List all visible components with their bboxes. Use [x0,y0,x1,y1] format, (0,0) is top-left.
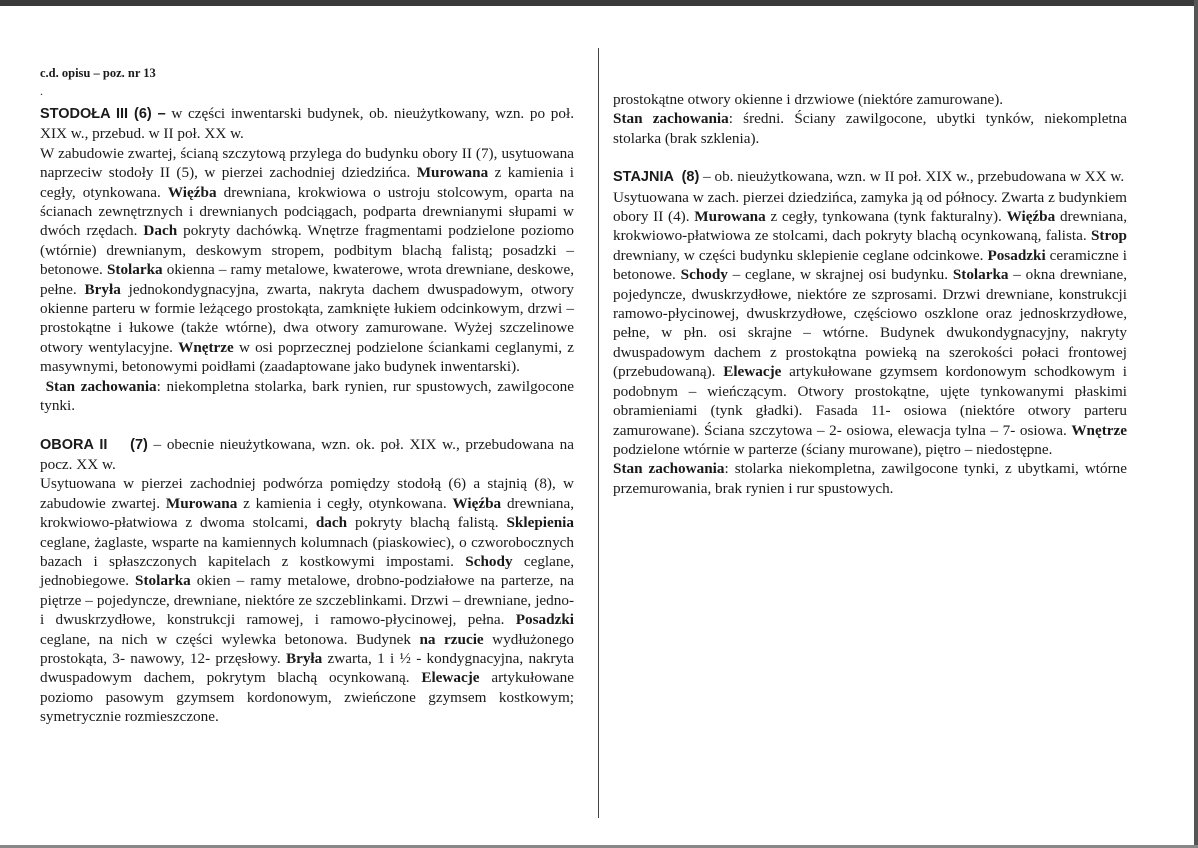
section-gap [40,416,574,435]
keyword-schody: Schody [680,266,728,284]
keyword-elewacje: Elewacje [421,669,480,687]
keyword-murowana: Murowana [165,494,238,512]
document-reference: c.d. opisu – poz. nr 13 [40,66,156,80]
obora-text: ceglane, żaglaste, wsparte na kamiennych kolumnach (piaskowiec), o czworobocznych bazach i spłaszczonych kapitelach z kostkowymi impostami. [40,533,574,570]
section-gap [613,148,1127,167]
keyword-murowana: Murowana [416,164,489,182]
obora-heading-paragraph [40,435,574,475]
obora-text: zwarta, 1 i ½ - kondygnacyjna, nakryta dwuspadowym dachem, pokrytym blachą ocynkowaną. [40,649,574,687]
keyword-strop: Strop [1090,227,1127,245]
stajnia-condition-text: : stolarka niekompletna, zawilgocone tynki, z ubytkami, wtórne przemurowania, brak rynien i rur spustowych. [613,460,1128,497]
stajnia-dating: – ob. nieużytkowana, wzn. w II poł. XIX w., przebudowana w XX w. [699,168,1125,186]
keyword-stolarka: Stolarka [135,572,191,590]
keyword-stolarka: Stolarka [106,261,163,279]
left-column [40,104,574,727]
stajnia-condition [613,459,1127,498]
stajnia-text: – okna drewniane, pojedyncze, dwuskrzydłowe, niektóre ze szprosami. Drzwi drewniane, konstrukcji ramowo-płycinowej, dwuskrzydłowe, częściowo oszklone oraz jednoskrzydłowe, pełne, w płn. osi skrajne – wtórne. Budynek dwukondygnacyjny, nakryty dwuspadowym dachem z prostokątna powieką na szerokości połaci frontowej (przebudowaną). [613,266,1128,381]
stodola-text: z kamienia i cegły, otynkowana. [40,164,574,201]
keyword-wnetrze: Wnętrze [1071,421,1127,439]
keyword-posadzki: Posadzki [987,246,1046,264]
keyword-wnetrze: Wnętrze [178,338,234,356]
stajnia-text: – ceglane, w skrajnej osi budynku. [727,266,953,284]
obora-number: (7) [130,436,148,453]
keyword-sklepienia: Sklepienia [506,514,574,532]
keyword-stolarka: Stolarka [952,266,1009,284]
keyword-bryla: Bryła [84,280,121,298]
stajnia-text: ceramiczne i betonowe. [613,246,1127,284]
obora-text: wydłużonego prostokąta, 3- nawowy, 12- przęsłowy. [40,630,575,667]
stajnia-title: STAJNIA [613,169,674,186]
obora-text: artykułowane poziomo pasowym gzymsem kordonowym, zwieńczone gzymsem kostkowym; symetrycznie rozmieszczone. [40,669,574,726]
obora-continuation [613,90,1127,109]
stodola-text: jednokondygnacyjna, zwarta, nakryta dachem dwuspadowym, otwory okienne parteru w formie leżącego prostokąta, zamknięte łukiem odcinkowym, drzwi – prostokątne i łukowe (także wtórne), dwa otwory zamurowane. Wyżej szczelinowe otwory wentylacyjne. [40,280,575,356]
keyword-wiezba: Więźba [167,183,217,201]
stodola-text: okienna – ramy metalowe, kwaterowe, wrota drewniane, deskowe, pełne. [40,261,575,298]
stodola-text: drewniana, krokwiowa o ustroju stolcowym, oparta na ścianach zewnętrznych i drewnianych podciągach, podparta drewnianymi słupami w dwóch rzędach. [40,183,574,240]
obora-condition [613,109,1127,148]
stodola-dating: w części inwentarski budynek, ob. nieużytkowany, wzn. po poł. XIX w., przebud. w II poł. XX w. [40,105,574,143]
stodola-heading-paragraph [40,104,574,144]
obora-dating: – obecnie nieużytkowana, wzn. ok. poł. XIX w., przebudowana na pocz. XX w. [40,435,574,473]
keyword-wiezba: Więźba [452,494,502,512]
stodola-condition-text: : niekompletna stolarka, bark rynien, rur spustowych, zawilgocone tynki. [40,377,574,415]
right-column [613,90,1127,498]
obora-text: pokryty blachą falistą. [347,514,507,532]
stajnia-heading-paragraph [613,167,1127,187]
stajnia-text: podzielone wtórnie w parterze (ściany murowane), piętro – niedostępne. [613,440,1053,458]
keyword-wiezba: Więźba [1006,208,1056,226]
stajnia-text: artykułowane gzymsem kordonowym schodkowym i podobnym – wieńczącym. Otwory prostokątne, ujęte tynkowanymi płaskimi obramieniami (tynk gładki). Fasada 11- osiowa (niektóre otwory parteru zamurowane). Ściana szczytowa – 2- osiowa, elewacja tylna – 7- osiowa. [613,363,1128,439]
obora-text: ceglane, jednobiegowe. [40,552,575,590]
obora-text: ceglane, na nich w części wylewka betonowa. Budynek [40,630,420,648]
obora-condition-text: : średni. Ściany zawilgocone, ubytki tynków, niekompletna stolarka (brak szklenia). [613,110,1127,147]
keyword-dach: Dach [143,222,178,240]
stajnia-text: z cegły, tynkowana (tynk fakturalny). [765,208,1007,226]
scan-edge-right [1194,0,1198,848]
stray-mark: . [40,84,43,98]
keyword-na-rzucie: na rzucie [419,630,484,648]
stodola-condition [40,377,574,416]
stodola-text: pokryty dachówką. Wnętrze fragmentami podzielone poziomo (wtórnie) drewnianym, deskowym stropem, podbitym blachą falistą; posadzki – betonowe. [40,222,574,279]
keyword-murowana: Murowana [694,208,766,226]
keyword-stan-zachowania: Stan zachowania [613,460,725,478]
stodola-location: W zabudowie zwartej, ścianą szczytową przylega do budynku obory II (7), usytuowana naprzeciw stodoły II (5), w pierzei zachodniej dziedzińca. [40,144,574,182]
keyword-elewacje: Elewacje [723,363,782,381]
obora-title: OBORA II [40,436,108,453]
keyword-dach: dach [315,514,348,532]
stajnia-number: (8) [681,169,700,186]
stajnia-description [613,188,1127,460]
keyword-posadzki: Posadzki [515,611,574,629]
stajnia-text: drewniana, krokwiowo-płatwiowa ze stolcami, dach pokryty blachą ocynkowaną, falista. [613,208,1128,245]
obora-text: drewniana, krokwiowo-płatwiowa z dwoma stolcami, [40,494,574,532]
obora-text: z kamienia i cegły, otynkowana. [237,494,453,512]
stajnia-text: drewniany, w części budynku sklepienie ceglane odcinkowe. [613,246,988,264]
keyword-schody: Schody [465,552,513,570]
stajnia-location: Usytuowana w zach. pierzei dziedzińca, zamyka ją od północy. Zwarta z budynkiem obory II (4). [613,188,1127,226]
stodola-description [40,144,574,377]
obora-location: Usytuowana w pierzei zachodniej podwórza pomiędzy stodołą (6) a stajnią (8), w zabudowie zwartej. [40,475,574,512]
stodola-title: STODOŁA III (6) – [40,106,166,122]
keyword-bryla: Bryła [285,649,323,667]
obora-description [40,474,574,726]
obora-cont-text: prostokątne otwory okienne i drzwiowe (niektóre zamurowane). [613,91,1004,108]
stodola-text: w osi poprzecznej podzielone ściankami ceglanymi, z masywnymi, betonowymi poidłami (zaadaptowane jako budynek inwentarski). [40,338,574,376]
keyword-stan-zachowania: Stan zachowania [613,110,729,128]
column-divider [598,48,599,818]
scan-edge-top [0,0,1198,6]
obora-text: okien – ramy metalowe, drobno-podziałowe na parterze, na piętrze – pojedyncze, drewniane, niektóre ze szczeblinkami. Drzwi – drewniane, jedno- i dwuskrzydłowe, konstrukcji ramowej, i ramowo-płycinowej, pełna. [40,572,574,629]
keyword-stan-zachowania: Stan zachowania [45,377,157,395]
